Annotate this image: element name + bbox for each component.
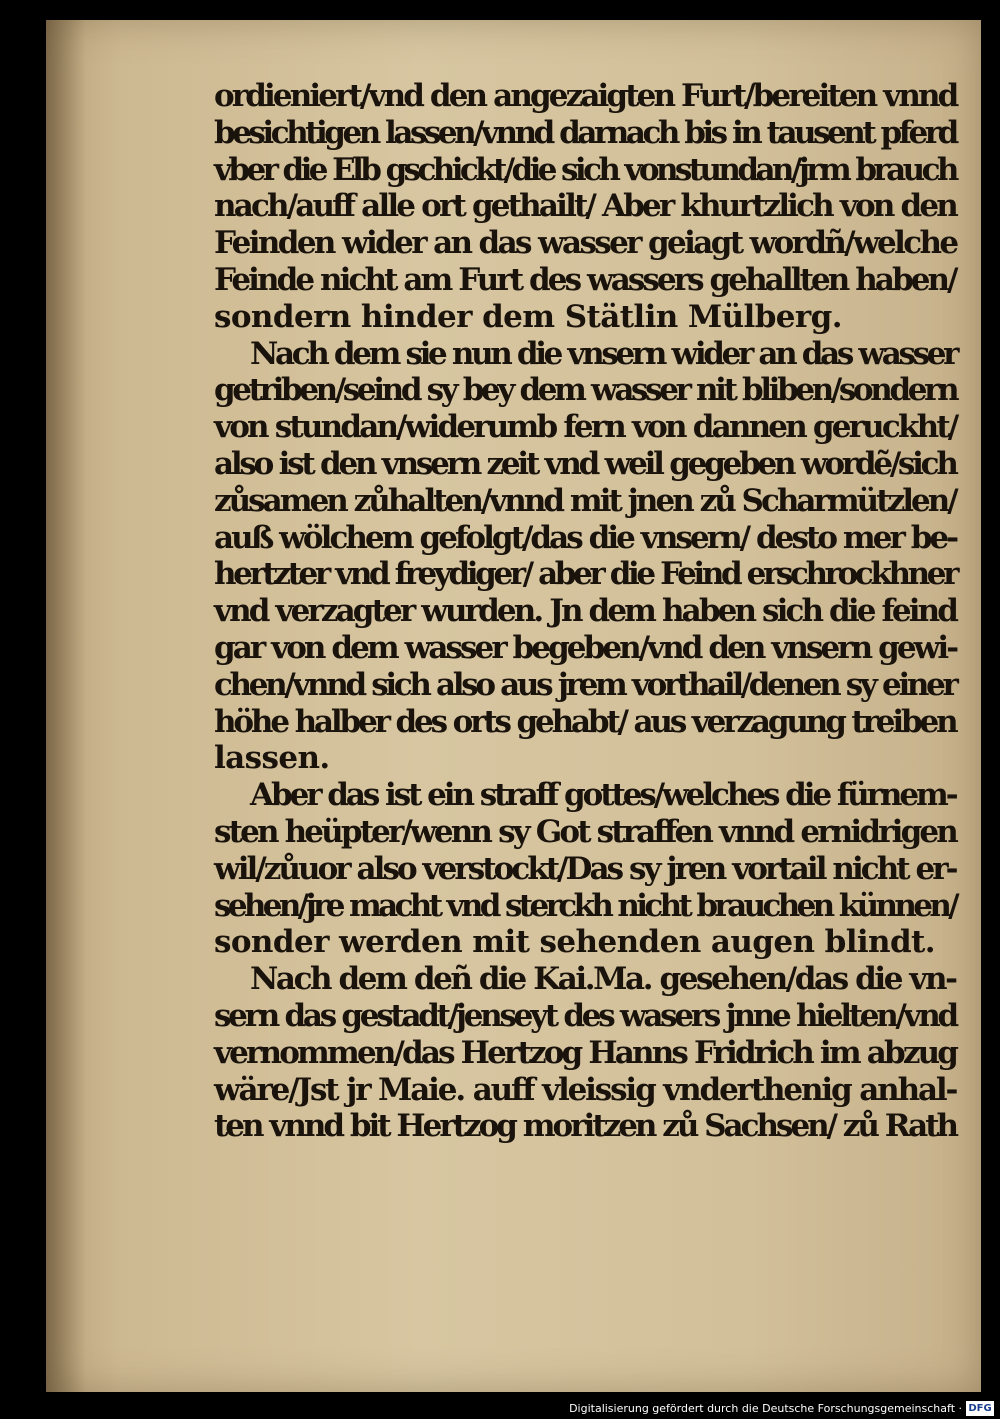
text-line: lassen. xyxy=(214,740,330,777)
text-line: chen/vnnd sich also aus jrem vorthail/denen sy einer xyxy=(214,666,956,703)
text-line: besichtigen lassen/vnnd darnach bis in tausent pferd xyxy=(214,114,956,151)
text-line: sonder werden mit sehenden augen blindt. xyxy=(214,924,935,961)
text-line: ten vnnd bit Hertzog moritzen zů Sachsen/ zů Rath xyxy=(214,1108,957,1145)
text-line: Feinde nicht am Furt des wassers gehallten haben/ xyxy=(214,261,956,298)
page-text-block xyxy=(214,78,956,1145)
text-line: hertzter vnd freydiger/ aber die Feind erschrockhner xyxy=(214,556,957,593)
text-line: höhe halber des orts gehabt/ aus verzagung treiben xyxy=(214,703,956,740)
text-line: sten heüpter/wenn sy Got straffen vnnd ernidrigen xyxy=(214,813,956,850)
text-line: vber die Elb gschickt/die sich vonstundan/jrm brauch xyxy=(214,151,956,188)
text-line: ordieniert/vnd den angezaigten Furt/bereiten vnnd xyxy=(214,78,957,114)
paragraph-start-line: Nach dem deñ die Kai.Ma. gesehen/das die vn- xyxy=(250,961,956,998)
text-line: wil/zůuor also verstockt/Das sy jren vortail nicht er- xyxy=(214,850,956,887)
book-page xyxy=(46,20,981,1392)
text-line: von stundan/widerumb fern von dannen geruckht/ xyxy=(214,409,957,446)
text-line: auß wölchem gefolgt/das die vnsern/ desto mer be- xyxy=(214,519,957,556)
text-line: also ist den vnsern zeit vnd weil gegeben wordẽ/sich xyxy=(214,445,956,482)
text-line: sern das gestadt/jenseyt des wasers jnne hielten/vnd xyxy=(214,997,956,1034)
text-line: Feinden wider an das wasser geiagt wordñ/welche xyxy=(214,225,957,262)
paragraph-start-line: Nach dem sie nun die vnsern wider an das wasser xyxy=(250,335,957,372)
text-line: vnd verzagter wurden. Jn dem haben sich die feind xyxy=(214,593,957,630)
digitization-credit: Digitalisierung gefördert durch die Deutsche Forschungsgemeinschaft · xyxy=(569,1402,962,1415)
text-line: wäre/Jst jr Maie. auff vleissig vnderthenig anhal- xyxy=(214,1071,957,1108)
text-line: getriben/seind sy bey dem wasser nit bliben/sondern xyxy=(214,372,957,409)
text-line: zůsamen zůhalten/vnnd mit jnen zů Scharmützlen/ xyxy=(214,482,956,519)
text-line: sondern hinder dem Stätlin Mülberg. xyxy=(214,298,842,335)
text-line: vernommen/das Hertzog Hanns Fridrich im abzug xyxy=(214,1034,957,1071)
dfg-logo: DFG xyxy=(966,1401,994,1416)
text-line: nach/auff alle ort gethailt/ Aber khurtzlich von den xyxy=(214,188,956,225)
text-line: gar von dem wasser begeben/vnd den vnsern gewi- xyxy=(214,629,957,666)
text-line: sehen/jre macht vnd sterckh nicht brauchen künnen/ xyxy=(214,887,956,924)
paragraph-start-line: Aber das ist ein straff gottes/welches die fürnem- xyxy=(250,777,956,814)
